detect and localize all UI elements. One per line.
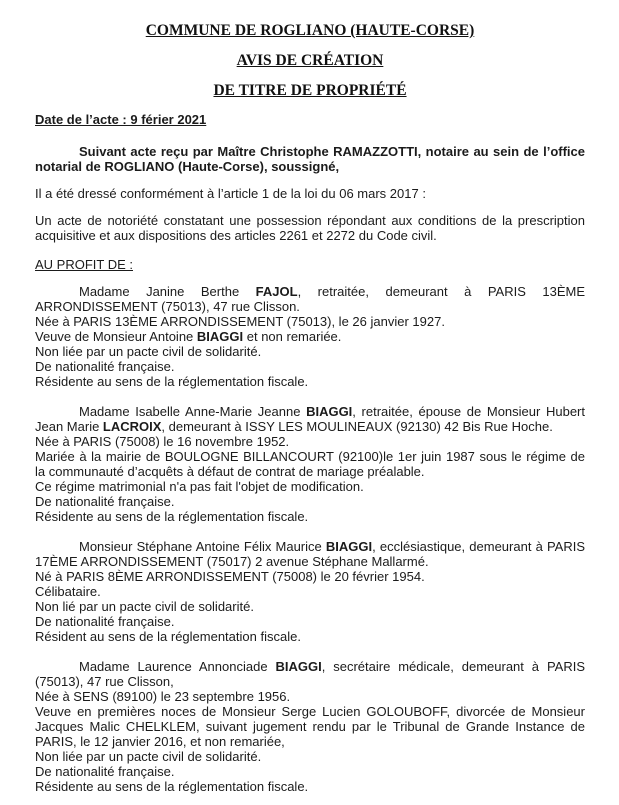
text-segment: Non liée par un pacte civil de solidarité. bbox=[35, 344, 262, 359]
text-segment: Un acte de notoriété constatant une possession répondant aux conditions de la prescription acquisitive et aux dispositions des articles 2261 et 2272 du Code civil. bbox=[35, 213, 585, 243]
text-line bbox=[35, 213, 585, 243]
text-segment: Veuve en premières noces de Monsieur Serge Lucien GOLOUBOFF, divorcée de Monsieur Jacques Malic CHELKLEM, suivant jugement rendu par le Tribunal de Grande Instance de PARIS, le 12 janvier 2016, et non remariée, bbox=[35, 704, 585, 749]
text-segment: Il a été dressé conformément à l’article 1 de la loi du 06 mars 2017 : bbox=[35, 186, 426, 201]
text-segment: Non lié par un pacte civil de solidarité. bbox=[35, 599, 254, 614]
text-segment: Madame Laurence Annonciade bbox=[79, 659, 276, 674]
text-segment: Née à SENS (89100) le 23 septembre 1956. bbox=[35, 689, 291, 704]
beneficiaries-section bbox=[35, 284, 585, 794]
text-segment: Madame Isabelle Anne-Marie Jeanne bbox=[79, 404, 307, 419]
text-line bbox=[35, 404, 585, 434]
text-line bbox=[35, 614, 585, 629]
emphasized-name: BIAGGI bbox=[196, 329, 244, 344]
text-line bbox=[35, 749, 585, 764]
commune-title: COMMUNE DE ROGLIANO (HAUTE-CORSE) bbox=[145, 22, 475, 39]
notice-header bbox=[35, 22, 585, 99]
text-line bbox=[35, 144, 585, 174]
text-segment: Résidente au sens de la réglementation fiscale. bbox=[35, 509, 309, 524]
text-segment: Madame Janine Berthe bbox=[79, 284, 256, 299]
text-segment: et non remariée. bbox=[243, 329, 342, 344]
text-segment: Née à PARIS (75008) le 16 novembre 1952. bbox=[35, 434, 290, 449]
text-segment: , demeurant à ISSY LES MOULINEAUX (92130) 42 Bis Rue Hoche. bbox=[161, 419, 553, 434]
emphasized-name: BIAGGI bbox=[275, 659, 322, 674]
emphasized-name: BIAGGI bbox=[306, 404, 353, 419]
text-line bbox=[35, 494, 585, 509]
text-segment: Suivant acte reçu par Maître Christophe RAMAZZOTTI, notaire au sein de l’office notarial de ROGLIANO (Haute-Corse), soussigné, bbox=[35, 144, 585, 174]
text-segment: Née à PARIS 13ÈME ARRONDISSEMENT (75013), le 26 janvier 1927. bbox=[35, 314, 445, 329]
text-line bbox=[35, 314, 585, 329]
text-line bbox=[35, 599, 585, 614]
text-line bbox=[35, 569, 585, 584]
notice-subtitle: DE TITRE DE PROPRIÉTÉ bbox=[213, 82, 407, 99]
text-line bbox=[35, 659, 585, 689]
text-segment: Célibataire. bbox=[35, 584, 101, 599]
acte-date-line: Date de l’acte : 9 férier 2021 bbox=[35, 112, 207, 127]
text-segment: , retraitée, demeurant à PARIS 13ÈME ARRONDISSEMENT (75013), 47 rue Clisson. bbox=[35, 284, 586, 314]
text-segment: Veuve de Monsieur Antoine bbox=[35, 329, 197, 344]
text-line bbox=[35, 374, 585, 389]
text-segment: De nationalité française. bbox=[35, 764, 175, 779]
text-segment: De nationalité française. bbox=[35, 614, 175, 629]
text-line bbox=[35, 344, 585, 359]
text-line bbox=[35, 284, 585, 314]
notice-type-title: AVIS DE CRÉATION bbox=[236, 52, 384, 69]
beneficiary-block bbox=[35, 539, 585, 644]
beneficiary-block bbox=[35, 659, 585, 794]
text-line bbox=[35, 704, 585, 749]
text-line bbox=[35, 434, 585, 449]
text-segment: Non liée par un pacte civil de solidarité. bbox=[35, 749, 262, 764]
text-line bbox=[35, 764, 585, 779]
beneficiary-block bbox=[35, 284, 585, 389]
text-line bbox=[35, 449, 585, 479]
text-line bbox=[35, 359, 585, 374]
text-segment: , secrétaire médicale, demeurant à PARIS (75013), 47 rue Clisson, bbox=[35, 659, 585, 689]
emphasized-name: FAJOL bbox=[255, 284, 298, 299]
text-segment: Résidente au sens de la réglementation fiscale. bbox=[35, 779, 309, 794]
emphasized-name: BIAGGI bbox=[325, 539, 373, 554]
text-line bbox=[35, 479, 585, 494]
text-line bbox=[35, 509, 585, 524]
text-line bbox=[35, 779, 585, 794]
text-segment: De nationalité française. bbox=[35, 494, 175, 509]
text-segment: Monsieur Stéphane Antoine Félix Maurice bbox=[79, 539, 326, 554]
emphasized-name: LACROIX bbox=[102, 419, 162, 434]
text-line bbox=[35, 629, 585, 644]
text-line bbox=[35, 584, 585, 599]
text-line bbox=[35, 689, 585, 704]
text-segment: Résident au sens de la réglementation fiscale. bbox=[35, 629, 301, 644]
text-segment: Né à PARIS 8ÈME ARRONDISSEMENT (75008) le 20 février 1954. bbox=[35, 569, 425, 584]
text-line bbox=[35, 539, 585, 569]
text-segment: , retraitée, épouse de Monsieur Hubert Jean Marie bbox=[35, 404, 585, 434]
au-profit-de-heading: AU PROFIT DE : bbox=[35, 257, 133, 272]
text-segment: Mariée à la mairie de BOULOGNE BILLANCOURT (92100)le 1er juin 1987 sous le régime de la communauté d’acquêts à défaut de contrat de mariage préalable. bbox=[35, 449, 585, 479]
text-segment: Résidente au sens de la réglementation fiscale. bbox=[35, 374, 309, 389]
text-segment: , ecclésiastique, demeurant à PARIS 17ÈME ARRONDISSEMENT (75017) 2 avenue Stéphane Mallarmé. bbox=[35, 539, 585, 569]
beneficiary-block bbox=[35, 404, 585, 524]
text-segment: Ce régime matrimonial n'a pas fait l'objet de modification. bbox=[35, 479, 364, 494]
text-line bbox=[35, 329, 585, 344]
text-segment: De nationalité française. bbox=[35, 359, 175, 374]
text-line bbox=[35, 186, 585, 201]
intro-section bbox=[35, 144, 585, 243]
